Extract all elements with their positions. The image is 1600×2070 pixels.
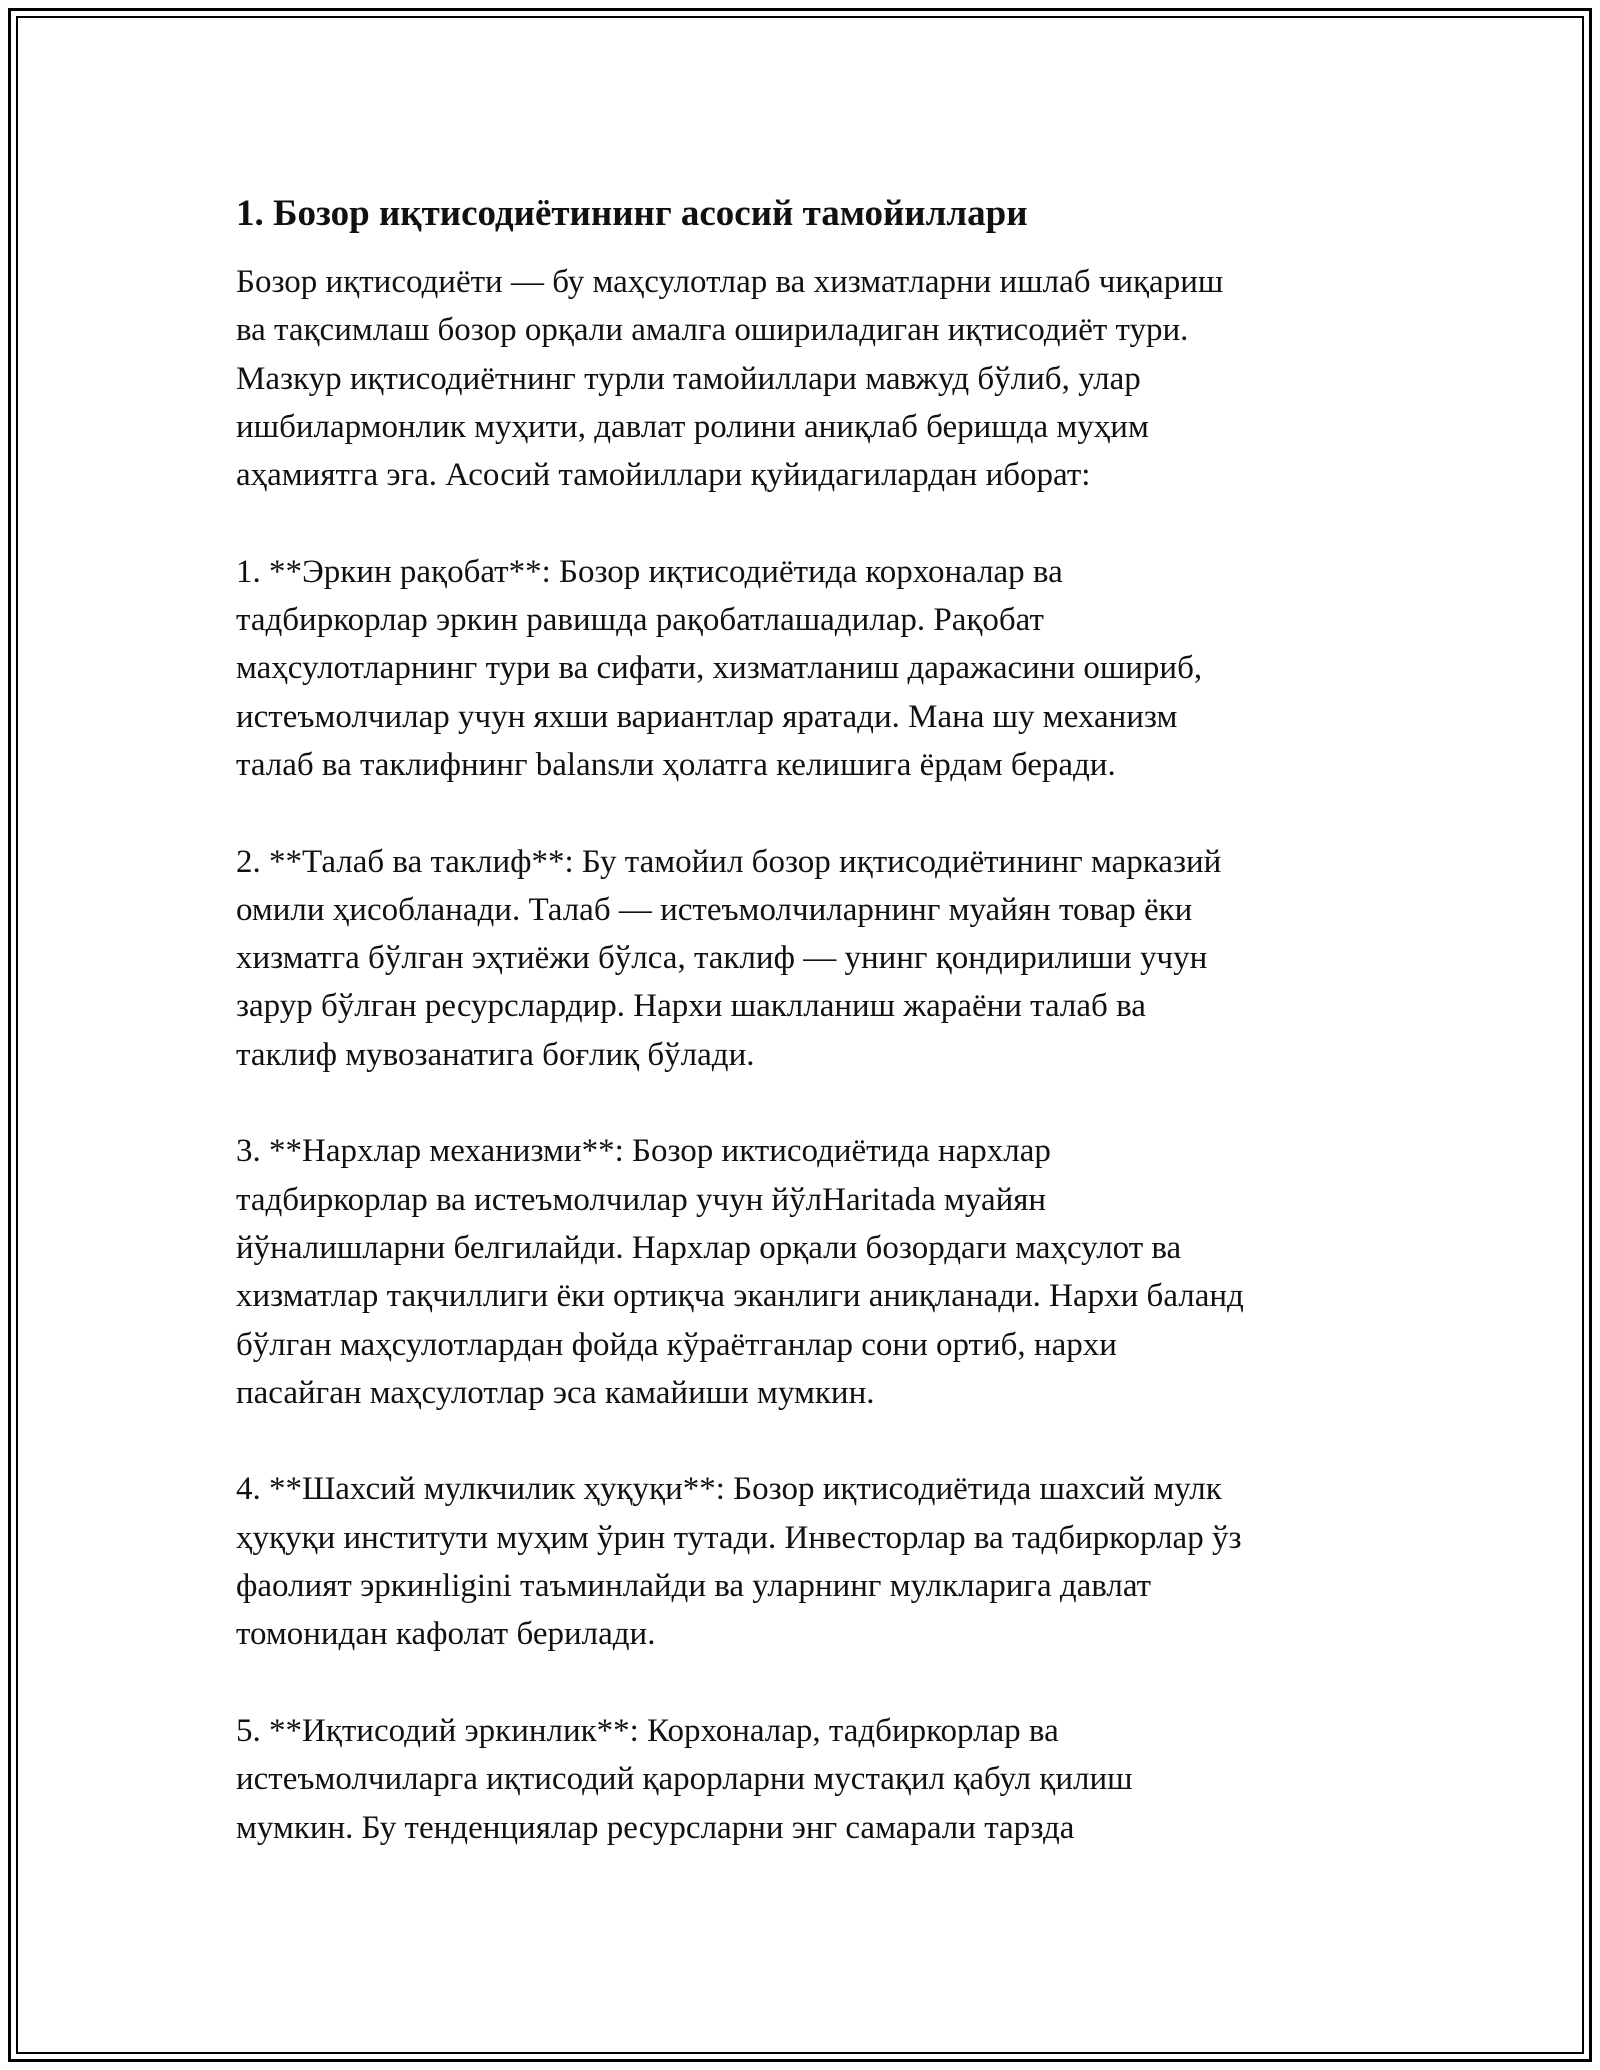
text-line: пасайган маҳсулотлар эса камайиши мумкин.: [236, 1374, 875, 1411]
text-line: хизматлар тақчиллиги ёки ортиқча эканлиги аниқланади. Нархи баланд: [236, 1278, 1244, 1315]
paragraph-item-1: [236, 548, 1366, 789]
text-line: талаб ва таклифнинг balansли ҳолатга келишига ёрдам беради.: [236, 746, 1116, 783]
paragraph-item-4: [236, 1465, 1366, 1658]
text-line: омили ҳисобланади. Талаб — истеъмолчиларнинг муайян товар ёки: [236, 891, 1193, 928]
paragraph-item-5: [236, 1707, 1366, 1852]
paragraph-intro: [236, 258, 1366, 499]
text-line: 1. **Эркин рақобат**: Бозор иқтисодиётида корхоналар ва: [236, 553, 1063, 590]
text-line: тадбиркорлар ва истеъмолчилар учун йўлHaritada муайян: [236, 1181, 1047, 1218]
text-line: 5. **Иқтисодий эркинлик**: Корхоналар, тадбиркорлар ва: [236, 1712, 1059, 1749]
text-line: таклиф мувозанатига боғлиқ бўлади.: [236, 1036, 755, 1073]
document-body: [236, 190, 1366, 1900]
text-line: йўналишларни белгилайди. Нархлар орқали бозордаги маҳсулот ва: [236, 1229, 1182, 1266]
text-line: бўлган маҳсулотлардан фойда кўраётганлар сони ортиб, нархи: [236, 1326, 1117, 1363]
text-line: Бозор иқтисодиёти — бу маҳсулотлар ва хизматларни ишлаб чиқариш: [236, 264, 1224, 300]
text-line: маҳсулотларнинг тури ва сифати, хизматланиш даражасини ошириб,: [236, 650, 1203, 687]
paragraph-item-3: [236, 1127, 1366, 1417]
text-line: мумкин. Бу тенденциялар ресурсларни энг самарали тарзда: [236, 1809, 1075, 1846]
text-line: томонидан кафолат берилади.: [236, 1616, 656, 1653]
text-line: фаолият эркинligini таъминлайди ва уларнинг мулкларига давлат: [236, 1568, 1152, 1605]
text-line: хизматга бўлган эҳтиёжи бўлса, таклиф — унинг қондирилиши учун: [236, 940, 1208, 977]
section-heading: 1. Бозор иқтисодиётининг асосий тамойиллари: [236, 193, 1028, 234]
text-line: 3. **Нархлар механизми**: Бозор иктисодиётида нархлар: [236, 1133, 1051, 1170]
text-line: ва тақсимлаш бозор орқали амалга ошириладиган иқтисодиёт тури.: [236, 312, 1189, 349]
text-line: ҳуқуқи институти муҳим ўрин тутади. Инвесторлар ва тадбиркорлар ўз: [236, 1519, 1242, 1556]
paragraph-item-2: [236, 838, 1366, 1079]
text-line: ишбилармонлик муҳити, давлат ролини аниқлаб беришда муҳим: [236, 408, 1149, 445]
text-line: истеъмолчиларга иқтисодий қарорларни мустақил қабул қилиш: [236, 1761, 1133, 1798]
text-line: 4. **Шахсий мулкчилик ҳуқуқи**: Бозор иқтисодиётида шахсий мулк: [236, 1471, 1222, 1508]
text-line: тадбиркорлар эркин равишда рақобатлашадилар. Рақобат: [236, 602, 1044, 639]
text-line: зарур бўлган ресурслардир. Нархи шаклланиш жараёни талаб ва: [236, 988, 1146, 1025]
text-line: Мазкур иқтисодиётнинг турли тамойиллари мавжуд бўлиб, улар: [236, 360, 1141, 397]
text-line: истеъмолчилар учун яхши вариантлар яратади. Мана шу механизм: [236, 698, 1178, 735]
text-line: 2. **Талаб ва таклиф**: Бу тамойил бозор иқтисодиётининг марказий: [236, 843, 1222, 880]
text-line: аҳамиятга эга. Асосий тамойиллари қуйидагилардан иборат:: [236, 457, 1091, 494]
